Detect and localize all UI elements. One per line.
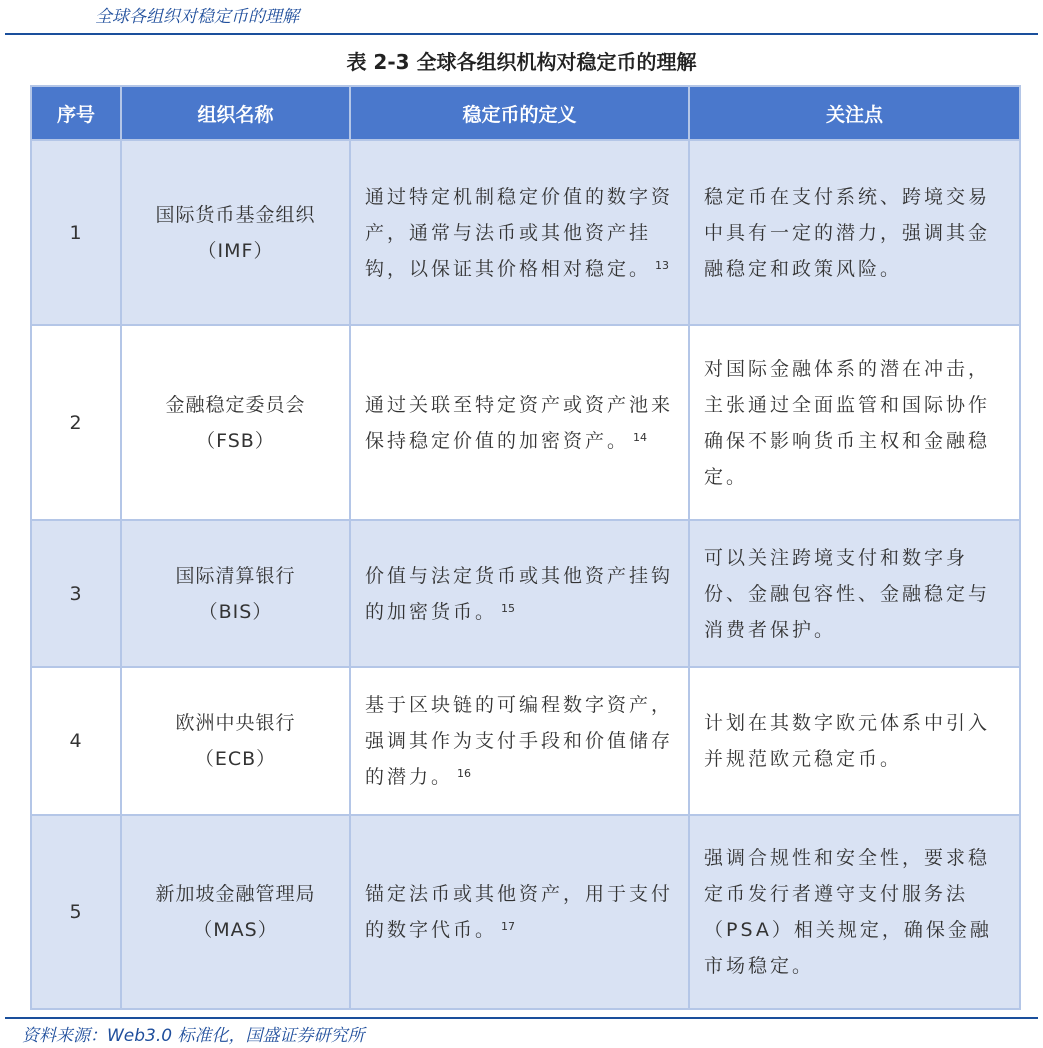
focus-cell: 稳定币在支付系统、跨境交易中具有一定的潜力，强调其金融稳定和政策风险。 bbox=[689, 140, 1020, 325]
footnote-ref: 14 bbox=[633, 430, 648, 444]
org-name-cell bbox=[121, 815, 350, 1009]
definition-cell bbox=[350, 520, 689, 667]
table-row bbox=[31, 667, 1020, 815]
row-number: 3 bbox=[31, 520, 121, 667]
header-definition: 稳定币的定义 bbox=[350, 86, 689, 140]
definition-text: 价值与法定货币或其他资产挂钩的加密货币。 bbox=[365, 564, 674, 623]
row-number: 1 bbox=[31, 140, 121, 325]
definition-text: 通过关联至特定资产或资产池来保持稳定价值的加密资产。 bbox=[365, 393, 674, 452]
org-abbr: （MAS） bbox=[193, 919, 278, 941]
footer-rule bbox=[5, 1017, 1038, 1019]
header-no: 序号 bbox=[31, 86, 121, 140]
table-caption: 表 2-3 全球各组织机构对稳定币的理解 bbox=[346, 50, 697, 74]
running-header: 全球各组织对稳定币的理解 bbox=[95, 7, 299, 27]
org-abbr: （FSB） bbox=[196, 429, 275, 452]
focus-cell: 计划在其数字欧元体系中引入并规范欧元稳定币。 bbox=[689, 667, 1020, 815]
footnote-ref: 15 bbox=[501, 601, 516, 615]
definition-cell bbox=[350, 667, 689, 815]
footnote-ref: 13 bbox=[655, 258, 670, 272]
table-row bbox=[31, 815, 1020, 1009]
org-name: 新加坡金融管理局 bbox=[155, 883, 316, 905]
org-name: 国际货币基金组织 bbox=[155, 203, 316, 226]
org-name-cell bbox=[121, 520, 350, 667]
header-org: 组织名称 bbox=[121, 86, 350, 140]
definition-text: 锚定法币或其他资产，用于支付的数字代币。 bbox=[365, 883, 674, 941]
org-name-cell bbox=[121, 667, 350, 815]
table-row bbox=[31, 140, 1020, 325]
focus-cell: 可以关注跨境支付和数字身份、金融包容性、金融稳定与消费者保护。 bbox=[689, 520, 1020, 667]
org-abbr: （ECB） bbox=[194, 748, 277, 770]
focus-cell: 强调合规性和安全性，要求稳定币发行者遵守支付服务法（PSA）相关规定，确保金融市场稳定。 bbox=[689, 815, 1020, 1009]
row-number: 5 bbox=[31, 815, 121, 1009]
table-row bbox=[31, 325, 1020, 520]
definition-cell bbox=[350, 140, 689, 325]
org-abbr: （BIS） bbox=[198, 600, 273, 623]
footnote-ref: 17 bbox=[501, 920, 516, 933]
definition-cell bbox=[350, 815, 689, 1009]
definition-text: 基于区块链的可编程数字资产，强调其作为支付手段和价值储存的潜力。 bbox=[365, 694, 674, 788]
footnote-ref: 16 bbox=[457, 767, 472, 780]
row-number: 2 bbox=[31, 325, 121, 520]
header-focus: 关注点 bbox=[689, 86, 1020, 140]
org-name: 国际清算银行 bbox=[175, 564, 296, 587]
source-note: 资料来源：Web3.0 标准化，国盛证券研究所 bbox=[22, 1026, 365, 1046]
org-abbr: （IMF） bbox=[197, 239, 274, 262]
stablecoin-definitions-table bbox=[30, 85, 1021, 1010]
definition-text: 通过特定机制稳定价值的数字资产，通常与法币或其他资产挂钩，以保证其价格相对稳定。 bbox=[365, 185, 674, 280]
org-name: 金融稳定委员会 bbox=[165, 393, 306, 416]
table-row bbox=[31, 520, 1020, 667]
table-header-row bbox=[31, 86, 1020, 140]
focus-cell: 对国际金融体系的潜在冲击，主张通过全面监管和国际协作确保不影响货币主权和金融稳定。 bbox=[689, 325, 1020, 520]
org-name-cell bbox=[121, 140, 350, 325]
row-number: 4 bbox=[31, 667, 121, 815]
org-name-cell bbox=[121, 325, 350, 520]
header-rule bbox=[5, 33, 1038, 35]
org-name: 欧洲中央银行 bbox=[175, 712, 296, 734]
definition-cell bbox=[350, 325, 689, 520]
